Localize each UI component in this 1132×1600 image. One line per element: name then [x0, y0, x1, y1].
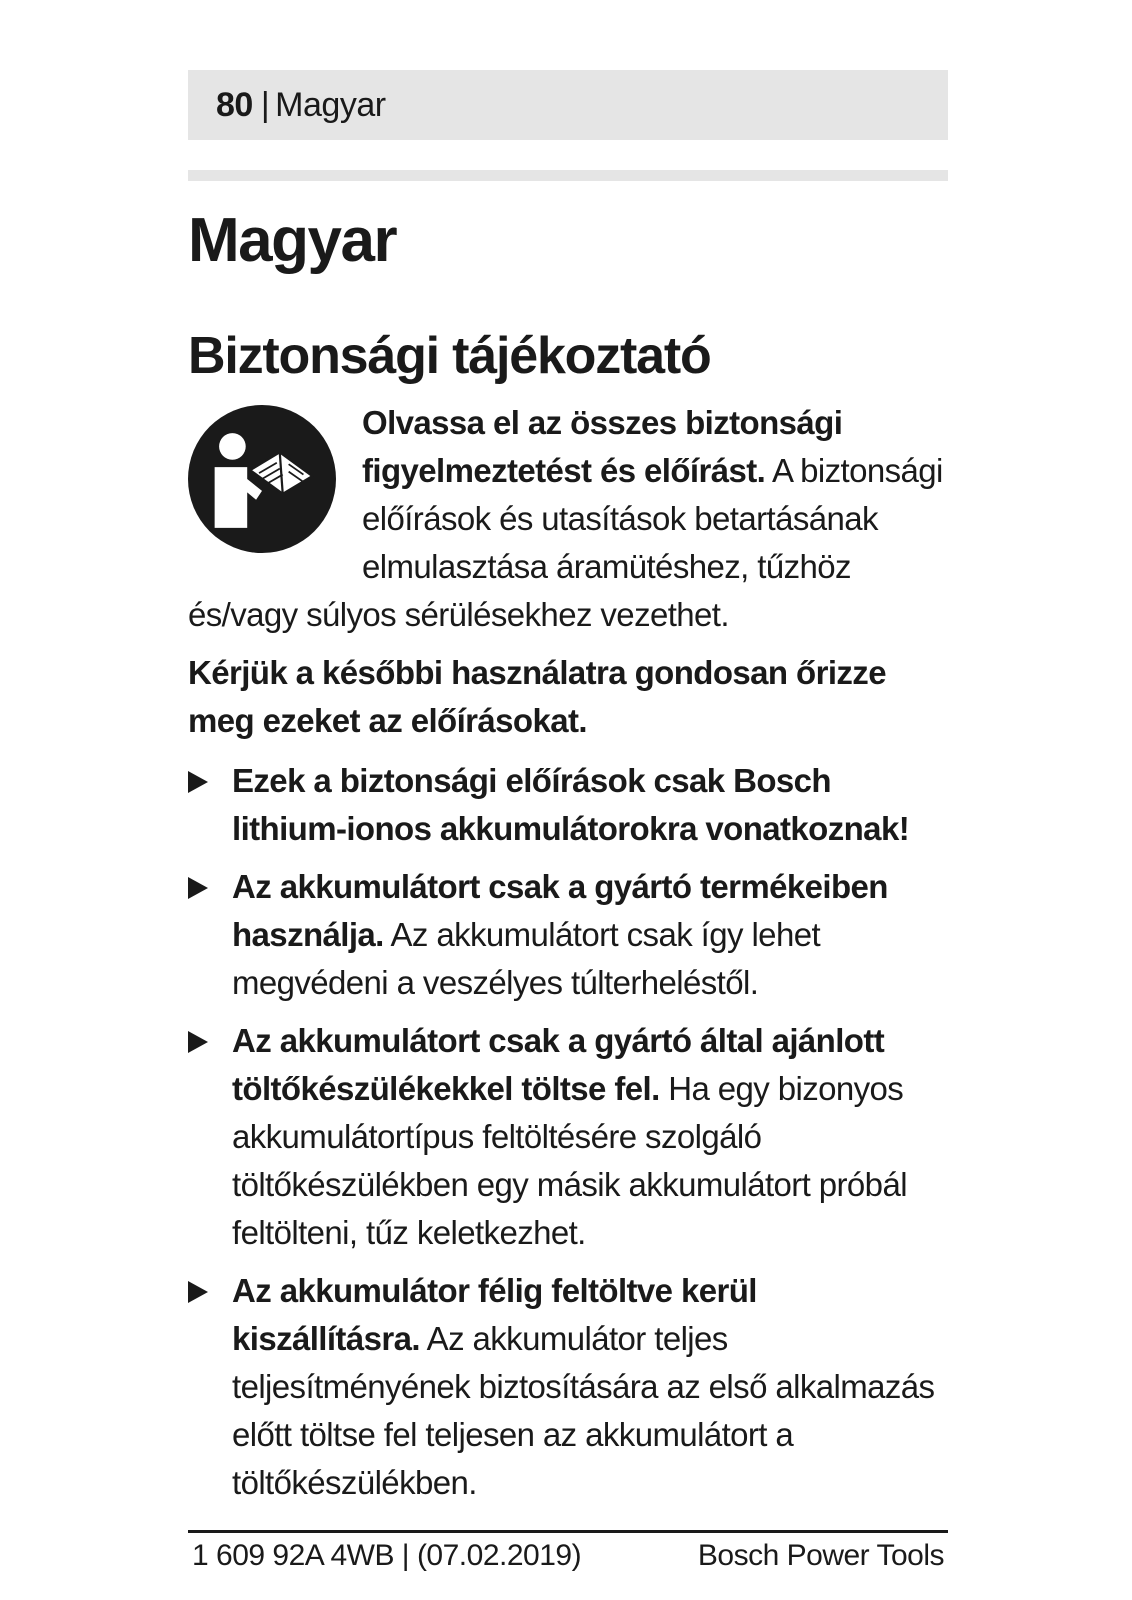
header-separator: |	[260, 85, 270, 124]
list-item	[188, 863, 948, 1007]
header-section: Magyar	[275, 85, 386, 124]
page-footer	[188, 1530, 948, 1573]
list-item	[188, 1267, 948, 1507]
list-item-text: Az akkumulátort csak így lehet megvédeni a veszélyes túlterheléstől.	[232, 916, 821, 1001]
list-item-bold: Az akkumulátor félig feltöltve kerül kiszállításra.	[232, 1272, 757, 1357]
list-item-text: Ha egy bizonyos akkumulátortípus feltöltésére szolgáló töltőkészülékben egy másik akkumulátort próbál feltölteni, tűz keletkezhet.	[232, 1070, 907, 1251]
page-header	[188, 70, 948, 140]
header-rule	[188, 170, 948, 181]
page-number: 80	[216, 85, 253, 124]
bullet-triangle-icon	[188, 771, 208, 793]
list-item	[188, 757, 948, 853]
list-item-bold: Az akkumulátort csak a gyártó által ajánlott töltőkészülékekkel töltse fel.	[232, 1022, 885, 1107]
intro-lead: Olvassa el az összes biztonsági figyelmeztetést és előírást.	[362, 404, 843, 489]
footer-doc-id: 1 609 92A 4WB | (07.02.2019)	[192, 1539, 582, 1572]
footer-brand: Bosch Power Tools	[697, 1539, 944, 1572]
bullet-triangle-icon	[188, 1281, 208, 1303]
list-item	[188, 1017, 948, 1257]
safety-list	[188, 757, 948, 1507]
list-item-bold: Az akkumulátort csak a gyártó termékeiben használja.	[232, 868, 888, 953]
bullet-triangle-icon	[188, 877, 208, 899]
keep-instructions-note: Kérjük a későbbi használatra gondosan őrizze meg ezeket az előírásokat.	[188, 654, 886, 739]
section-title: Biztonsági tájékoztató	[188, 327, 711, 385]
list-item-text: Az akkumulátor teljes teljesítményének biztosítására az első alkalmazás előtt töltse fel teljesen az akkumulátort a töltőkészülékben.	[232, 1320, 935, 1501]
intro-text: A biztonsági előírások és utasítások betartásának elmulasztása áramütéshez, tűzhöz és/vagy súlyos sérülésekhez vezethet.	[188, 452, 943, 633]
page	[188, 70, 948, 1517]
read-manual-icon	[188, 405, 336, 553]
list-item-bold: Ezek a biztonsági előírások csak Bosch lithium-ionos akkumulátorokra vonatkoznak!	[232, 762, 910, 847]
intro-paragraph	[188, 399, 948, 639]
bullet-triangle-icon	[188, 1031, 208, 1053]
page-title: Magyar	[188, 206, 397, 275]
